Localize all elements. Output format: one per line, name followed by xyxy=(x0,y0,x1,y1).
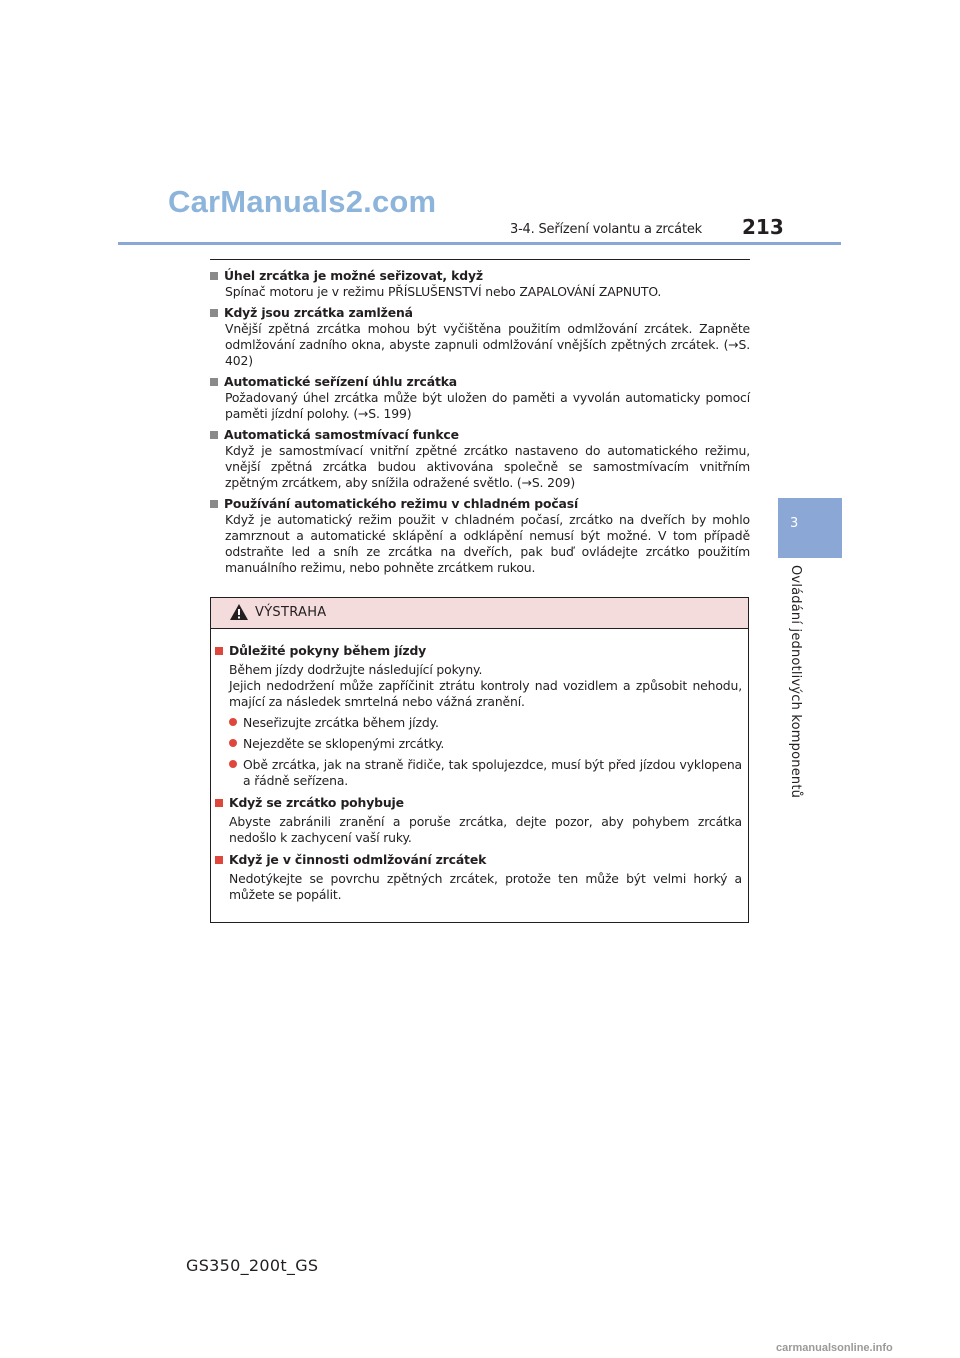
warning-bullet-text: Obě zrcátka, jak na straně řidiče, tak spolujezdce, musí být před jízdou vyklopena a řádně seřízena. xyxy=(243,757,742,788)
page-number: 213 xyxy=(742,215,784,239)
info-item-body: Když je automatický režim použit v chladném počasí, zrcátko na dveřích by mohlo zamrznout a automatické sklápění a odklápění nemusí být možné. V tom případě odstraňte led a sníh ze zrcátka na dveřích, pak buď ovládejte zrcátko použitím manuálního režimu, nebo pohněte zrcátkem rukou. xyxy=(225,512,750,575)
info-item-body: Spínač motoru je v režimu PŘÍSLUŠENSTVÍ nebo ZAPALOVÁNÍ ZAPNUTO. xyxy=(225,284,662,299)
red-square-marker-icon xyxy=(215,799,223,807)
info-item-title: Automatické seřízení úhlu zrcátka xyxy=(224,374,458,389)
warning-body xyxy=(211,629,748,903)
model-code: GS350_200t_GS xyxy=(186,1256,319,1275)
warning-section-title: Důležité pokyny během jízdy xyxy=(229,643,427,658)
red-square-marker-icon xyxy=(215,856,223,864)
footer-watermark: carmanualsonline.info xyxy=(776,1342,893,1354)
content-rule xyxy=(210,259,750,260)
warning-section xyxy=(215,643,742,789)
warning-section-title: Když je v činnosti odmlžování zrcátek xyxy=(229,852,487,867)
section-title: 3-4. Seřízení volantu a zrcátek xyxy=(510,222,702,237)
warning-bullet-text: Neseřizujte zrcátka během jízdy. xyxy=(243,715,439,730)
warning-bullet xyxy=(229,715,742,731)
warning-box xyxy=(210,597,749,923)
warning-section-body: Nedotýkejte se povrchu zpětných zrcátek, protože ten může být velmi horký a můžete se popálit. xyxy=(229,871,742,902)
warning-title: VÝSTRAHA xyxy=(255,605,327,620)
warning-section-title: Když se zrcátko pohybuje xyxy=(229,795,404,810)
warning-bullet xyxy=(229,736,742,752)
info-item-title: Automatická samostmívací funkce xyxy=(224,427,459,442)
info-item xyxy=(210,427,750,491)
warning-section xyxy=(215,852,742,903)
info-item-title: Když jsou zrcátka zamlžená xyxy=(224,305,413,320)
info-item xyxy=(210,496,750,576)
info-item xyxy=(210,374,750,422)
warning-header xyxy=(211,598,748,629)
info-item xyxy=(210,305,750,369)
info-item-body: Požadovaný úhel zrcátka může být uložen do paměti a vyvolán automaticky pomocí paměti jízdní polohy. (→S. 199) xyxy=(225,390,750,421)
warning-triangle-icon xyxy=(229,603,249,621)
warning-section-body: Jejich nedodržení může zapříčinit ztrátu kontroly nad vozidlem a způsobit nehodu, mající za následek smrtelná nebo vážná zranění. xyxy=(229,678,742,709)
red-dot-bullet-icon xyxy=(229,718,237,726)
info-list xyxy=(210,268,750,581)
red-square-marker-icon xyxy=(215,647,223,655)
warning-section xyxy=(215,795,742,846)
info-item-title: Používání automatického režimu v chladném počasí xyxy=(224,496,579,511)
gray-square-marker-icon xyxy=(210,309,218,317)
gray-square-marker-icon xyxy=(210,378,218,386)
gray-square-marker-icon xyxy=(210,431,218,439)
warning-section-body: Během jízdy dodržujte následující pokyny. xyxy=(229,662,483,677)
chapter-tab xyxy=(778,498,842,558)
info-item xyxy=(210,268,750,300)
red-dot-bullet-icon xyxy=(229,739,237,747)
warning-bullet xyxy=(229,757,742,789)
info-item-body: Když je samostmívací vnitřní zpětné zrcátko nastaveno do automatického režimu, vnější zpětná zrcátka budou aktivována společně se samostmívacím vnitřním zpětným zrcátkem, aby snížila odražené světlo. (→S. 209) xyxy=(225,443,750,490)
chapter-title: Ovládání jednotlivých komponentů xyxy=(788,565,803,799)
gray-square-marker-icon xyxy=(210,500,218,508)
red-dot-bullet-icon xyxy=(229,760,237,768)
carmanuals-watermark: CarManuals2.com xyxy=(168,184,437,219)
gray-square-marker-icon xyxy=(210,272,218,280)
info-item-title: Úhel zrcátka je možné seřizovat, když xyxy=(224,268,483,283)
header-rule xyxy=(118,242,841,245)
warning-section-body: Abyste zabránili zranění a poruše zrcátka, dejte pozor, aby pohybem zrcátka nedošlo k zachycení vaší ruky. xyxy=(229,814,742,845)
warning-bullet-text: Nejezděte se sklopenými zrcátky. xyxy=(243,736,445,751)
info-item-body: Vnější zpětná zrcátka mohou být vyčištěna použitím odmlžování zrcátek. Zapněte odmlžování zadního okna, abyste zapnuli odmlžování vnějších zpětných zrcátek. (→S. 402) xyxy=(225,321,750,368)
chapter-number: 3 xyxy=(790,516,799,531)
